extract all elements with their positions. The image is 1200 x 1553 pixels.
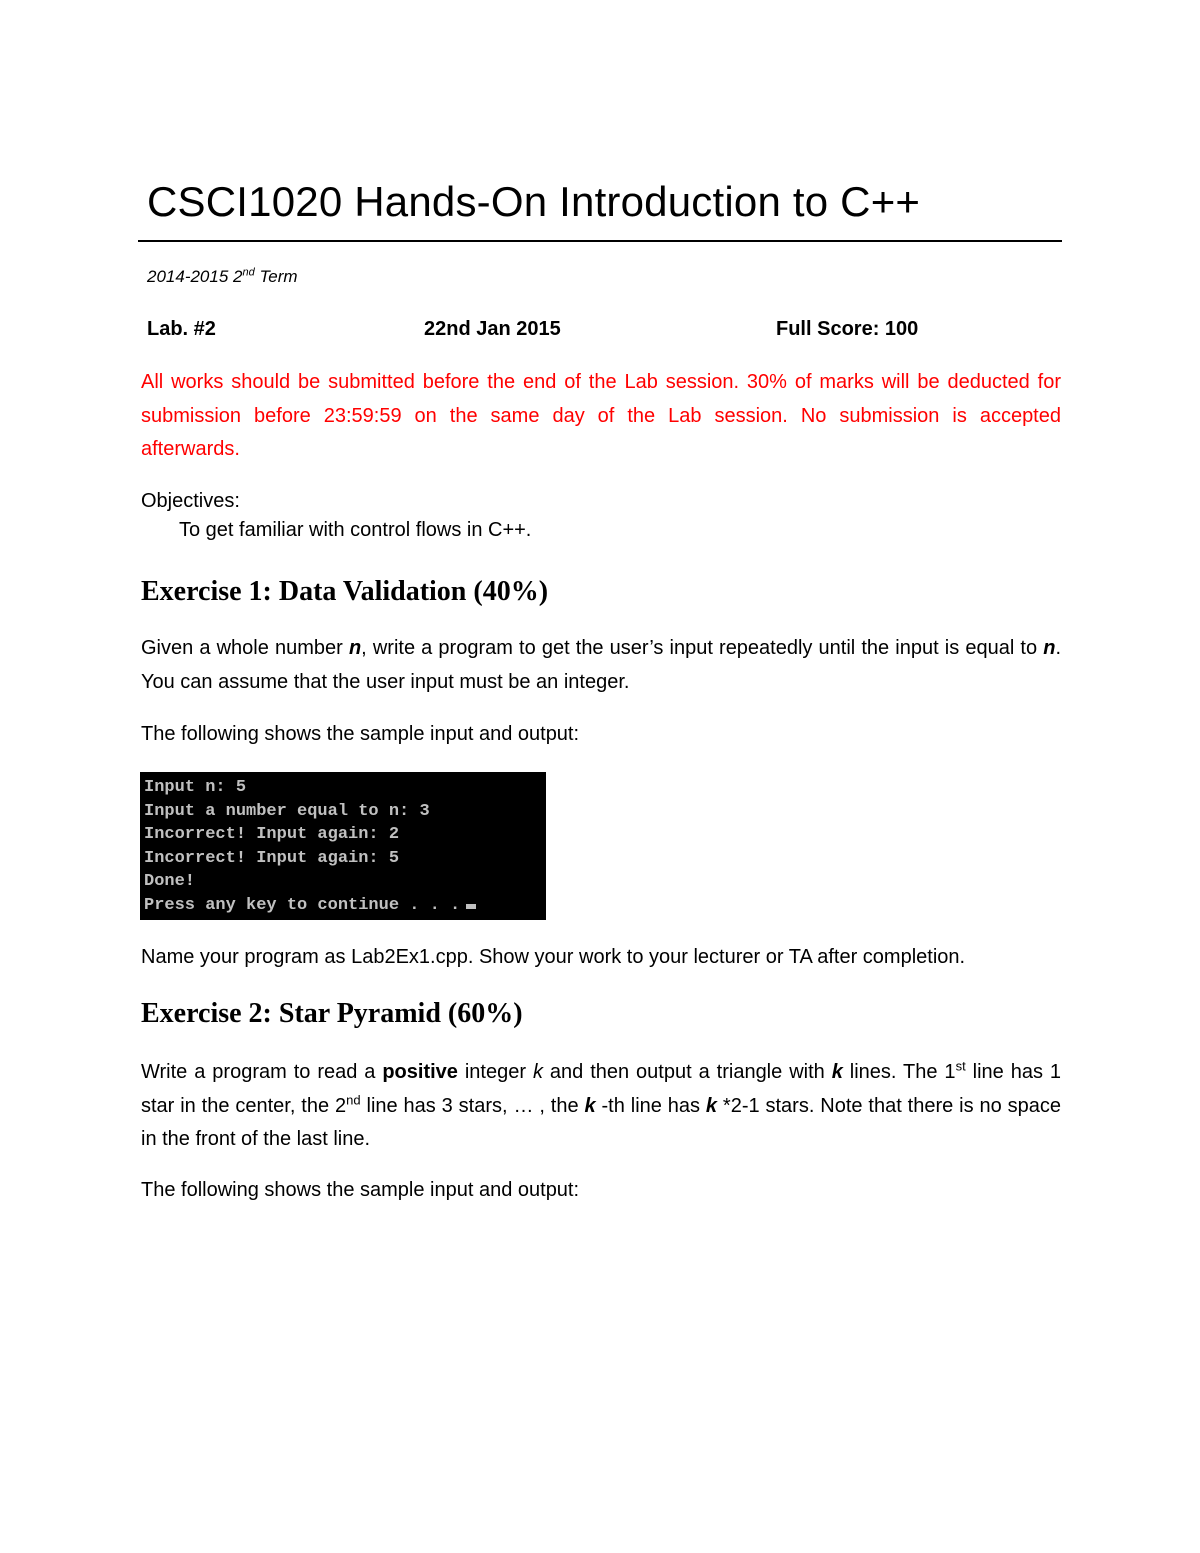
console-line: Incorrect! Input again: 2: [144, 825, 400, 844]
exercise2-heading: Exercise 2: Star Pyramid (60%): [141, 998, 523, 1029]
full-score: Full Score: 100: [776, 318, 919, 340]
cursor-icon: [466, 904, 476, 909]
console-sample-output: [140, 772, 546, 920]
term-line: 2014-2015 2nd Term: [147, 266, 298, 286]
exercise2-sample-intro: The following shows the sample input and output:: [141, 1179, 580, 1201]
objectives-item: To get familiar with control flows in C++.: [179, 519, 532, 541]
objectives-label: Objectives:: [141, 490, 240, 512]
console-line: Input a number equal to n: 3: [144, 801, 430, 821]
document-title: CSCI1020 Hands-On Introduction to C++: [147, 178, 921, 225]
exercise1-sample-intro: The following shows the sample input and output:: [141, 723, 580, 745]
console-line: Done!: [144, 872, 196, 891]
exercise2-description: Write a program to read a positive integer k and then output a triangle with k lines. The 1st line has 1 star in the center, the 2nd line has 3 stars, … , the k -th line has k *2-1 stars. Note that there is no space in the front of the last line.: [141, 1058, 1061, 1150]
exercise1-description: Given a whole number n, write a program to get the user’s input repeatedly until the input is equal to n. You can assume that the user input must be an integer.: [141, 637, 1061, 693]
lab-number: Lab. #2: [147, 318, 216, 340]
console-line: Input n: 5: [144, 778, 247, 797]
console-last-line: [144, 894, 546, 918]
title-rule: [138, 240, 1062, 242]
exercise1-heading: Exercise 1: Data Validation (40%): [141, 576, 549, 607]
submission-notice: All works should be submitted before the end of the Lab session. 30% of marks will be deducted for submission before 23:59:59 on the same day of the Lab session. No submission is accepted afterwards.: [141, 371, 1061, 460]
lab-date: 22nd Jan 2015: [424, 318, 561, 340]
exercise1-naming: Name your program as Lab2Ex1.cpp. Show your work to your lecturer or TA after completion.: [141, 946, 966, 968]
console-line: Press any key to continue . . .: [144, 895, 461, 915]
console-line: Incorrect! Input again: 5: [144, 848, 400, 868]
